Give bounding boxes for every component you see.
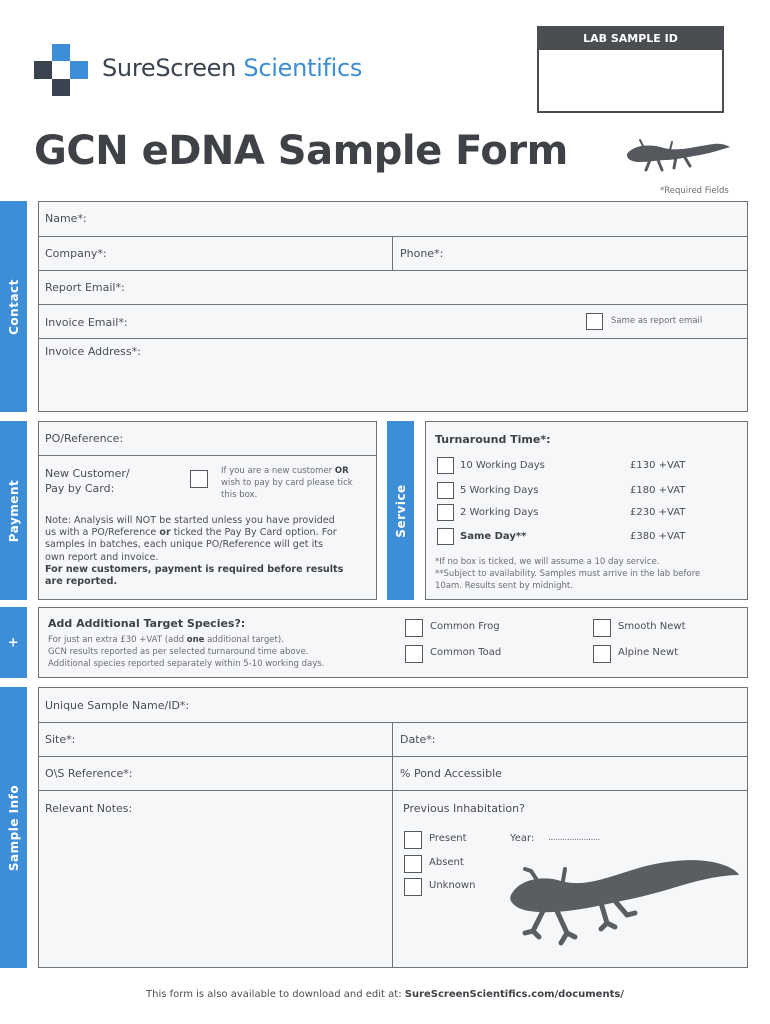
note-line-1: Note: Analysis will NOT be started unless you have provided	[45, 515, 335, 526]
contact-tab-label: Contact	[6, 278, 21, 335]
sample-info-tab-label: Sample Info	[6, 784, 21, 871]
turnaround-heading: Turnaround Time*:	[435, 433, 551, 446]
absent-checkbox[interactable]	[404, 855, 422, 873]
unknown-label: Unknown	[429, 880, 476, 891]
brand-part1: SureScreen	[102, 54, 237, 82]
additional-line-1c: additional target).	[204, 635, 284, 645]
additional-line-2: GCN results reported as per selected turnaround time above.	[48, 647, 309, 657]
unknown-checkbox[interactable]	[404, 878, 422, 896]
footnote-2: **Subject to availability. Samples must arrive in the lab before	[435, 569, 701, 579]
new-customer-label-2: Pay by Card:	[45, 482, 115, 495]
note-line-2	[45, 527, 343, 539]
site-label: Site*:	[45, 733, 76, 746]
company-field[interactable]	[38, 236, 393, 271]
turnaround-5-day-label: 5 Working Days	[460, 485, 539, 496]
additional-one: one	[186, 635, 205, 645]
turnaround-same-day-checkbox[interactable]	[437, 528, 454, 545]
newt-icon-large	[503, 853, 743, 949]
turnaround-footnote	[435, 556, 700, 592]
year-label: Year:	[510, 833, 535, 844]
additional-tab	[0, 607, 27, 678]
note-line-3: samples in batches, each unique PO/Reference will get its	[45, 539, 323, 551]
pay-by-card-checkbox[interactable]	[190, 470, 208, 488]
invoice-email-field[interactable]	[38, 304, 748, 339]
pay-by-card-hint	[221, 465, 353, 501]
payment-details	[38, 455, 377, 600]
turnaround-same-day-label: Same Day**	[460, 531, 527, 542]
present-checkbox[interactable]	[404, 831, 422, 849]
service-tab	[387, 421, 414, 600]
additional-species-text	[48, 634, 324, 670]
required-fields-note: *Required Fields	[660, 186, 729, 196]
relevant-notes-label: Relevant Notes:	[45, 802, 133, 815]
common-toad-checkbox[interactable]	[405, 645, 423, 663]
note-line-2c: ticked the Pay By Card option. For	[170, 527, 337, 539]
note-or: or	[159, 527, 171, 539]
footnote-3: 10am. Results sent by midnight.	[435, 581, 573, 591]
relevant-notes-field[interactable]	[38, 790, 393, 968]
alpine-newt-label: Alpine Newt	[618, 647, 679, 658]
additional-species-box	[38, 607, 748, 678]
sample-info-tab	[0, 687, 27, 968]
same-as-report-email-checkbox[interactable]	[586, 313, 603, 330]
newt-icon-small	[622, 132, 732, 174]
present-label: Present	[429, 833, 467, 844]
logo	[34, 44, 90, 96]
alpine-newt-checkbox[interactable]	[593, 645, 611, 663]
turnaround-10-day-price: £130 +VAT	[630, 460, 686, 471]
turnaround-2-day-label: 2 Working Days	[460, 507, 539, 518]
po-reference-field[interactable]	[38, 421, 377, 456]
payment-tab-label: Payment	[6, 479, 21, 542]
turnaround-10-day-checkbox[interactable]	[437, 457, 454, 474]
phone-label: Phone*:	[400, 247, 444, 260]
turnaround-same-day-price: £380 +VAT	[630, 531, 686, 542]
absent-label: Absent	[429, 857, 464, 868]
turnaround-2-day-price: £230 +VAT	[630, 507, 686, 518]
turnaround-5-day-price: £180 +VAT	[630, 485, 686, 496]
name-field[interactable]	[38, 201, 748, 237]
pond-accessible-label: % Pond Accessible	[400, 767, 502, 780]
site-field[interactable]	[38, 722, 393, 757]
hint-text-3: this box.	[221, 490, 258, 500]
previous-inhabitation-box	[392, 790, 748, 968]
payment-note	[45, 515, 343, 588]
lab-sample-id-box	[537, 26, 724, 113]
additional-species-heading: Add Additional Target Species?:	[48, 617, 246, 630]
footer-link[interactable]: SureScreenScientifics.com/documents/	[404, 989, 624, 1000]
additional-tab-label: +	[7, 635, 20, 650]
turnaround-2-day-checkbox[interactable]	[437, 504, 454, 521]
contact-tab	[0, 201, 27, 412]
new-customer-label-1: New Customer/	[45, 467, 130, 480]
additional-line-1a: For just an extra £30 +VAT (add	[48, 635, 187, 645]
turnaround-box	[425, 421, 748, 600]
lab-sample-id-label: LAB SAMPLE ID	[539, 28, 722, 50]
year-input[interactable]: ......................	[548, 833, 600, 843]
smooth-newt-checkbox[interactable]	[593, 619, 611, 637]
same-as-report-email-label: Same as report email	[611, 316, 703, 326]
brand-name	[102, 54, 362, 82]
date-field[interactable]	[392, 722, 748, 757]
previous-inhabitation-label: Previous Inhabitation?	[403, 802, 525, 815]
date-label: Date*:	[400, 733, 436, 746]
logo-icon	[34, 44, 90, 96]
common-frog-label: Common Frog	[430, 621, 500, 632]
invoice-email-label: Invoice Email*:	[45, 316, 128, 329]
brand-part2: Scientifics	[243, 54, 363, 82]
turnaround-5-day-checkbox[interactable]	[437, 482, 454, 499]
note-line-6: are reported.	[45, 576, 118, 588]
os-reference-label: O\S Reference*:	[45, 767, 133, 780]
name-label: Name*:	[45, 212, 87, 225]
common-frog-checkbox[interactable]	[405, 619, 423, 637]
payment-tab	[0, 421, 27, 600]
footer-text	[0, 989, 770, 1000]
additional-line-1	[48, 634, 324, 646]
note-line-5: For new customers, payment is required before results	[45, 563, 344, 575]
unique-sample-label: Unique Sample Name/ID*:	[45, 699, 190, 712]
unique-sample-field[interactable]	[38, 687, 748, 723]
service-tab-label: Service	[393, 483, 408, 538]
smooth-newt-label: Smooth Newt	[618, 621, 686, 632]
note-line-2a: us with a PO/Reference	[45, 527, 160, 539]
phone-field[interactable]	[392, 236, 748, 271]
po-reference-label: PO/Reference:	[45, 432, 124, 445]
page-title: GCN eDNA Sample Form	[34, 128, 568, 174]
pond-accessible-field[interactable]	[392, 756, 748, 791]
report-email-label: Report Email*:	[45, 281, 125, 294]
footnote-1: *If no box is ticked, we will assume a 10 day service.	[435, 557, 660, 567]
lab-sample-id-field[interactable]	[539, 50, 722, 113]
footer-prefix: This form is also available to download and edit at:	[146, 989, 405, 1000]
additional-line-3: Additional species reported separately within 5-10 working days.	[48, 659, 325, 669]
hint-text: If you are a new customer	[221, 466, 335, 476]
hint-or: OR	[334, 466, 349, 476]
invoice-address-field[interactable]	[38, 338, 748, 412]
report-email-field[interactable]	[38, 270, 748, 305]
common-toad-label: Common Toad	[430, 647, 502, 658]
hint-text-2: wish to pay by card please tick	[221, 478, 353, 488]
turnaround-10-day-label: 10 Working Days	[460, 460, 545, 471]
company-label: Company*:	[45, 247, 107, 260]
invoice-address-label: Invoice Address*:	[45, 345, 141, 358]
os-reference-field[interactable]	[38, 756, 393, 791]
note-line-4: own report and invoice.	[45, 551, 159, 563]
